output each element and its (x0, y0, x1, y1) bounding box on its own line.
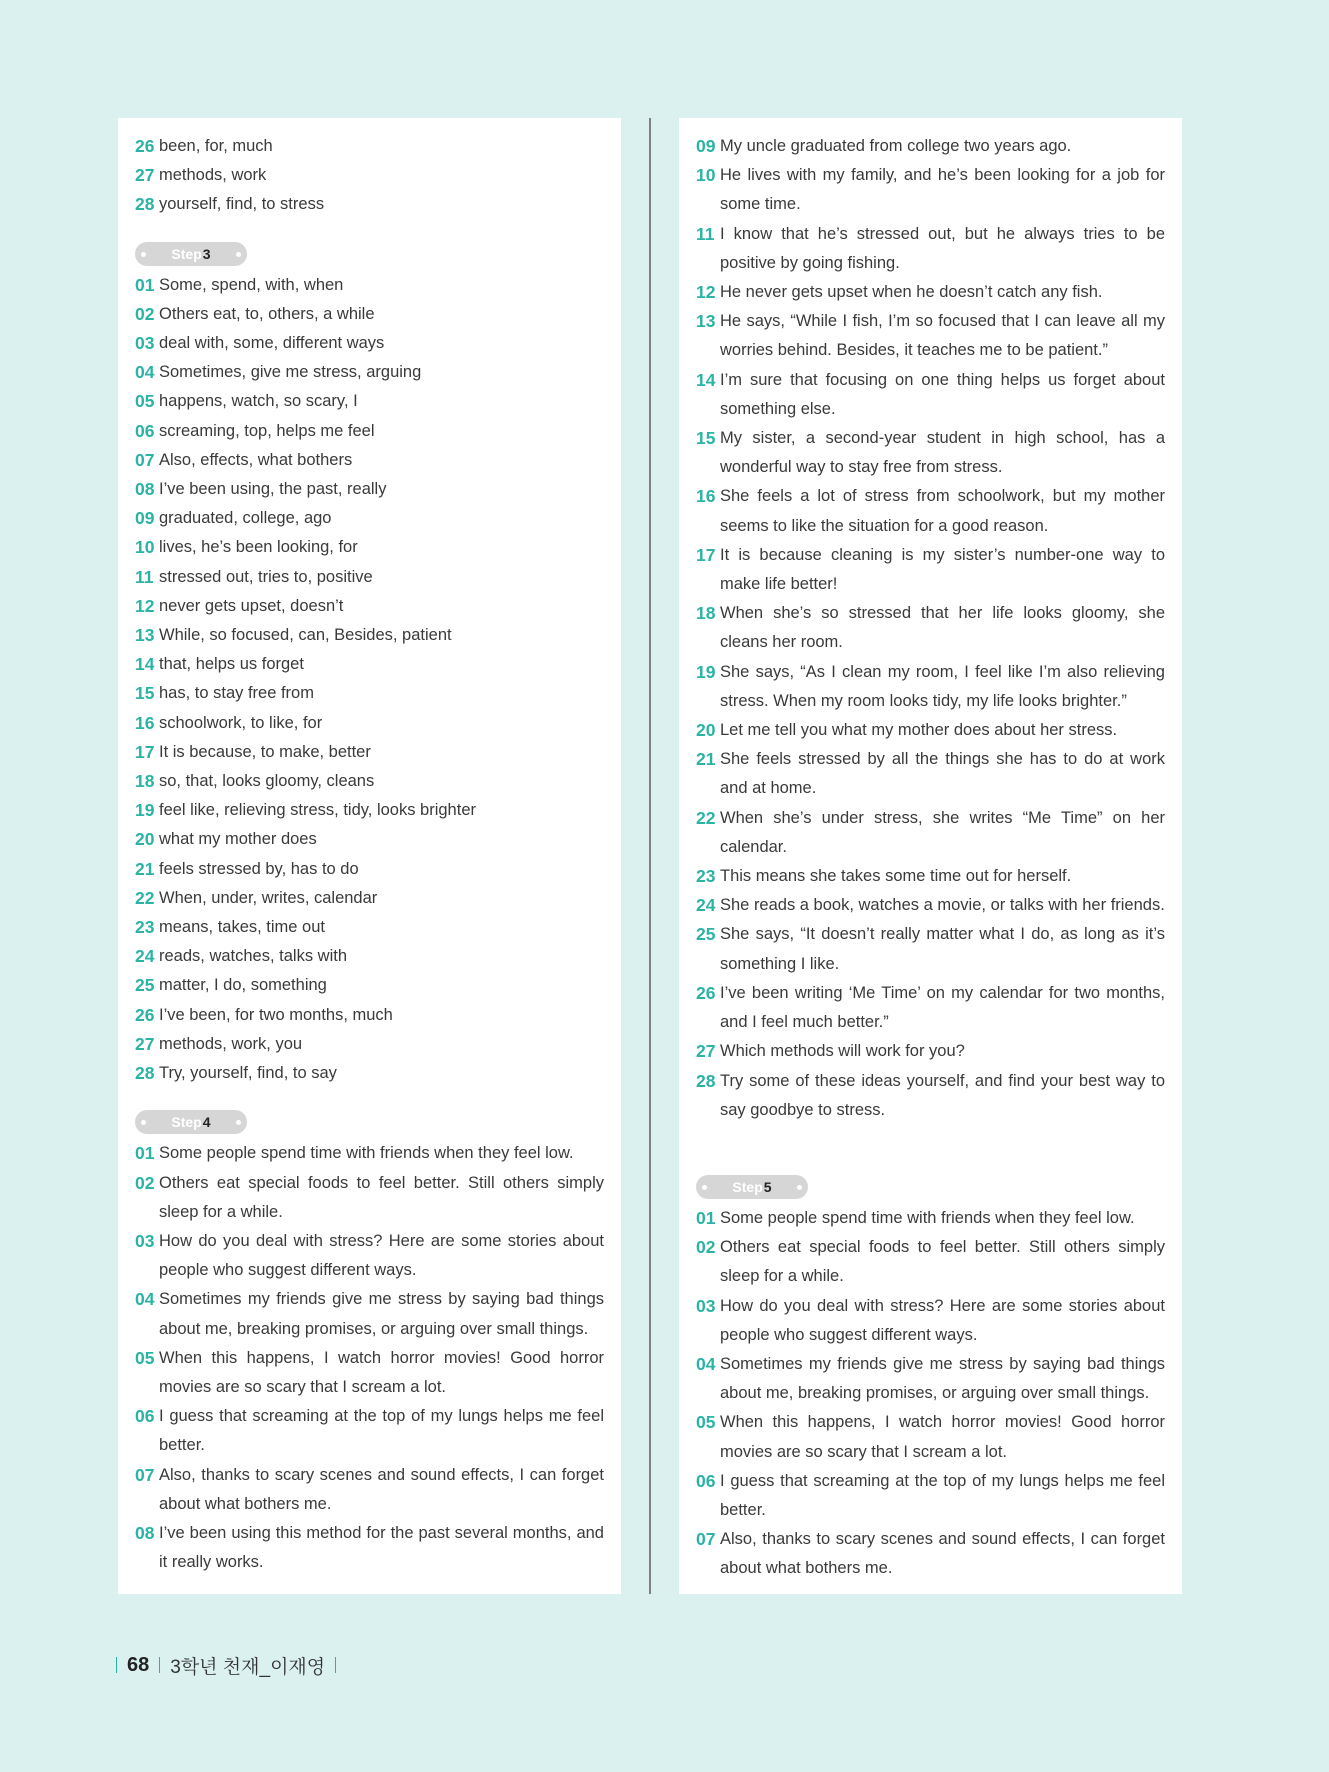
item-text: Also, thanks to scary scenes and sound effects, I can forget about what bothers me. (720, 1530, 1165, 1578)
item-number: 04 (135, 1289, 155, 1310)
item-text: Sometimes, give me stress, arguing (159, 363, 422, 382)
item-number: 02 (135, 303, 155, 324)
list-item (135, 971, 604, 1000)
list-item (135, 533, 604, 562)
step-4-list (135, 1139, 604, 1577)
list-item (135, 504, 604, 533)
item-number: 11 (696, 223, 715, 244)
item-text: methods, work, you (159, 1034, 303, 1053)
list-item (696, 161, 1165, 219)
item-number: 09 (135, 508, 155, 529)
list-item (135, 1030, 604, 1059)
item-number: 28 (135, 1063, 155, 1084)
list-item (696, 1067, 1165, 1125)
item-number: 06 (135, 420, 155, 441)
list-item (135, 358, 604, 387)
item-text: Others eat special foods to feel better. Still others simply sleep for a while. (720, 1238, 1165, 1286)
item-number: 17 (135, 741, 155, 762)
list-item (696, 862, 1165, 891)
item-text: Others eat, to, others, a while (159, 304, 375, 323)
item-text: Some people spend time with friends when they feel low. (720, 1208, 1135, 1227)
item-number: 09 (696, 136, 716, 156)
item-number: 18 (135, 771, 155, 792)
item-number: 07 (135, 1464, 155, 1485)
step-number: 4 (202, 1114, 211, 1131)
item-text: Sometimes my friends give me stress by saying bad things about me, breaking promises, or arguing over small things. (720, 1354, 1165, 1403)
item-text: He lives with my family, and he’s been looking for a job for some time. (720, 166, 1165, 214)
item-text: lives, he’s been looking, for (159, 538, 358, 557)
item-number: 27 (135, 165, 155, 186)
item-number: 05 (696, 1412, 716, 1433)
item-number: 03 (696, 1295, 716, 1316)
item-number: 26 (135, 1004, 155, 1025)
list-item (135, 650, 604, 679)
item-text: so, that, looks gloomy, cleans (159, 772, 375, 791)
item-text: schoolwork, to like, for (159, 713, 323, 732)
item-number: 22 (135, 887, 155, 908)
item-text: She says, “It doesn’t really matter what I do, as long as it’s something I like. (720, 925, 1165, 973)
list-item (135, 679, 604, 708)
item-number: 25 (696, 924, 716, 945)
item-text: I’ve been using, the past, really (159, 480, 387, 499)
list-item (135, 825, 604, 854)
item-number: 17 (696, 544, 716, 565)
list-item (696, 920, 1165, 978)
left-top-list (135, 132, 604, 220)
item-text: It is because, to make, better (159, 742, 371, 761)
list-item (135, 621, 604, 650)
list-item (696, 745, 1165, 803)
item-number: 20 (135, 829, 155, 850)
list-item (696, 220, 1165, 278)
list-item (696, 482, 1165, 540)
item-number: 06 (135, 1406, 155, 1427)
list-item (135, 1402, 604, 1460)
item-text: He never gets upset when he doesn’t catch any fish. (720, 283, 1103, 302)
item-number: 04 (696, 1353, 716, 1374)
step-3-list (135, 271, 604, 1089)
list-item (696, 979, 1165, 1037)
item-text: Try, yourself, find, to say (159, 1064, 337, 1083)
item-text: Also, effects, what bothers (159, 450, 353, 469)
item-text: been, for, much (159, 137, 273, 155)
item-text: My uncle graduated from college two years ago. (720, 137, 1072, 155)
item-number: 19 (135, 800, 155, 821)
item-text: How do you deal with stress? Here are some stories about people who suggest different ways. (159, 1231, 604, 1280)
item-number: 01 (135, 1143, 155, 1164)
item-text: I guess that screaming at the top of my lungs helps me feel better. (720, 1471, 1165, 1519)
item-text: He says, “While I fish, I’m so focused that I can leave all my worries behind. Besides, it teaches me to be patient.” (720, 312, 1165, 360)
item-text: deal with, some, different ways (159, 334, 385, 353)
list-item (696, 1037, 1165, 1066)
item-text: When she’s under stress, she writes “Me Time” on her calendar. (720, 808, 1165, 856)
list-item (135, 1001, 604, 1030)
list-item (135, 855, 604, 884)
item-number: 26 (135, 136, 155, 156)
item-number: 11 (135, 566, 154, 587)
item-number: 25 (135, 975, 155, 996)
item-text: I’ve been, for two months, much (159, 1005, 393, 1024)
item-number: 16 (135, 712, 155, 733)
list-item (135, 417, 604, 446)
item-number: 02 (696, 1237, 716, 1258)
item-text: what my mother does (159, 830, 317, 849)
item-number: 10 (696, 165, 716, 186)
list-item (135, 1344, 604, 1402)
item-text: Others eat special foods to feel better. Still others simply sleep for a while. (159, 1173, 604, 1221)
item-number: 20 (696, 720, 716, 741)
page-footer (116, 1652, 346, 1678)
list-item (135, 1227, 604, 1285)
list-item (135, 1519, 604, 1577)
list-item (135, 1461, 604, 1519)
item-text: While, so focused, can, Besides, patient (159, 626, 452, 645)
left-answer-panel (118, 118, 621, 1594)
item-text: She feels stressed by all the things she has to do at work and at home. (720, 750, 1165, 798)
item-text: Which methods will work for you? (720, 1042, 965, 1061)
item-number: 23 (135, 917, 155, 938)
item-text: Also, thanks to scary scenes and sound effects, I can forget about what bothers me. (159, 1465, 604, 1513)
item-text: happens, watch, so scary, I (159, 392, 358, 411)
item-number: 01 (696, 1207, 716, 1228)
column-divider (649, 118, 651, 1594)
item-text: I’m sure that focusing on one thing helps us forget about something else. (720, 370, 1165, 418)
item-number: 07 (135, 449, 155, 470)
item-number: 28 (135, 194, 155, 215)
item-number: 02 (135, 1172, 155, 1193)
item-number: 05 (135, 391, 155, 412)
list-item (696, 599, 1165, 657)
item-text: I guess that screaming at the top of my lungs helps me feel better. (159, 1407, 604, 1455)
list-item (696, 1525, 1165, 1583)
item-number: 23 (696, 866, 716, 887)
list-item (696, 1233, 1165, 1291)
list-item (135, 132, 604, 161)
step-5-badge (696, 1175, 808, 1199)
list-item (696, 541, 1165, 599)
item-number: 24 (696, 895, 716, 916)
list-item (135, 1139, 604, 1168)
item-number: 13 (135, 625, 155, 646)
item-number: 15 (696, 428, 716, 449)
item-number: 18 (696, 603, 716, 624)
list-item (135, 884, 604, 913)
list-item (135, 271, 604, 300)
step-label: Step (732, 1178, 763, 1195)
item-number: 15 (135, 683, 155, 704)
step-label: Step (171, 245, 202, 262)
item-number: 21 (135, 858, 155, 879)
item-text: When she’s so stressed that her life looks gloomy, she cleans her room. (720, 604, 1165, 652)
list-item (696, 1204, 1165, 1233)
item-text: I know that he’s stressed out, but he always tries to be positive by going fishing. (720, 224, 1165, 272)
list-item (135, 300, 604, 329)
list-item (135, 913, 604, 942)
item-text: reads, watches, talks with (159, 947, 347, 966)
item-text: I’ve been using this method for the past several months, and it really works. (159, 1523, 604, 1572)
list-item (135, 942, 604, 971)
item-number: 12 (696, 282, 716, 303)
list-item (696, 658, 1165, 716)
item-number: 19 (696, 661, 716, 682)
item-text: has, to stay free from (159, 684, 314, 703)
list-item (696, 716, 1165, 745)
item-number: 27 (135, 1033, 155, 1054)
list-item (696, 1350, 1165, 1408)
item-text: Sometimes my friends give me stress by saying bad things about me, breaking promises, or arguing over small things. (159, 1290, 604, 1338)
item-text: feel like, relieving stress, tidy, looks brighter (159, 801, 476, 820)
item-text: means, takes, time out (159, 918, 325, 937)
item-number: 07 (696, 1529, 716, 1550)
list-item (696, 804, 1165, 862)
item-number: 24 (135, 946, 155, 967)
step-5-list (696, 1204, 1165, 1584)
list-item (696, 132, 1165, 161)
item-text: never gets upset, doesn’t (159, 596, 344, 615)
item-text: Try some of these ideas yourself, and find your best way to say goodbye to stress. (720, 1071, 1165, 1119)
item-text: yourself, find, to stress (159, 195, 325, 214)
list-item (135, 592, 604, 621)
item-text: stressed out, tries to, positive (159, 567, 373, 586)
item-text: She reads a book, watches a movie, or talks with her friends. (720, 896, 1165, 915)
item-text: feels stressed by, has to do (159, 859, 359, 878)
item-text: Some, spend, with, when (159, 275, 344, 294)
item-number: 03 (135, 1230, 155, 1251)
step-label: Step (171, 1114, 202, 1131)
item-number: 06 (696, 1470, 716, 1491)
list-item (135, 738, 604, 767)
item-number: 14 (135, 654, 155, 675)
list-item (135, 475, 604, 504)
item-number: 28 (696, 1070, 716, 1091)
list-item (135, 709, 604, 738)
list-item (135, 767, 604, 796)
right-top-list (696, 132, 1165, 1125)
item-number: 08 (135, 1522, 155, 1543)
item-text: It is because cleaning is my sister’s number-one way to make life better! (720, 545, 1165, 594)
item-text: This means she takes some time out for herself. (720, 867, 1072, 886)
item-text: When this happens, I watch horror movies! Good horror movies are so scary that I scream a lot. (720, 1413, 1165, 1461)
page-number: 68 (127, 1653, 150, 1676)
list-item (696, 366, 1165, 424)
item-number: 13 (696, 311, 716, 332)
item-text: How do you deal with stress? Here are some stories about people who suggest different ways. (720, 1296, 1165, 1344)
item-number: 10 (135, 537, 155, 558)
item-number: 21 (696, 749, 716, 770)
item-number: 08 (135, 479, 155, 500)
list-item (135, 563, 604, 592)
list-item (135, 446, 604, 475)
item-number: 12 (135, 595, 155, 616)
item-text: matter, I do, something (159, 976, 327, 995)
item-text: graduated, college, ago (159, 509, 332, 528)
list-item (135, 190, 604, 219)
item-text: methods, work (159, 166, 267, 185)
list-item (135, 1059, 604, 1088)
right-answer-panel (679, 118, 1182, 1594)
list-item (135, 161, 604, 190)
item-number: 14 (696, 369, 716, 390)
item-text: She says, “As I clean my room, I feel like I’m also relieving stress. When my room looks tidy, my life looks brighter.” (720, 662, 1165, 710)
list-item (696, 424, 1165, 482)
item-number: 22 (696, 807, 716, 828)
item-text: Some people spend time with friends when they feel low. (159, 1144, 574, 1163)
item-number: 27 (696, 1041, 716, 1062)
item-number: 26 (696, 982, 716, 1003)
step-3-badge (135, 242, 247, 266)
item-text: She feels a lot of stress from schoolwork, but my mother seems to like the situation for a good reason. (720, 487, 1165, 535)
item-text: When this happens, I watch horror movies! Good horror movies are so scary that I scream a lot. (159, 1348, 604, 1396)
item-number: 01 (135, 274, 155, 295)
item-text: that, helps us forget (159, 655, 304, 674)
item-text: When, under, writes, calendar (159, 888, 378, 907)
list-item (135, 1285, 604, 1343)
step-number: 5 (763, 1178, 772, 1195)
item-number: 05 (135, 1347, 155, 1368)
list-item (135, 387, 604, 416)
step-number: 3 (202, 245, 211, 262)
item-text: Let me tell you what my mother does about her stress. (720, 721, 1118, 740)
list-item (696, 307, 1165, 365)
item-text: I’ve been writing ‘Me Time’ on my calendar for two months, and I feel much better.” (720, 983, 1165, 1032)
list-item (135, 796, 604, 825)
list-item (696, 891, 1165, 920)
list-item (696, 278, 1165, 307)
list-item (696, 1467, 1165, 1525)
list-item (696, 1408, 1165, 1466)
item-number: 16 (696, 486, 716, 507)
book-title: 3학년 천재_이재영 (170, 1656, 326, 1678)
list-item (696, 1292, 1165, 1350)
item-text: screaming, top, helps me feel (159, 421, 375, 440)
item-text: My sister, a second-year student in high school, has a wonderful way to stay free from stress. (720, 429, 1165, 477)
step-4-badge (135, 1110, 247, 1134)
list-item (135, 329, 604, 358)
item-number: 03 (135, 333, 155, 354)
item-number: 04 (135, 362, 155, 383)
list-item (135, 1169, 604, 1227)
